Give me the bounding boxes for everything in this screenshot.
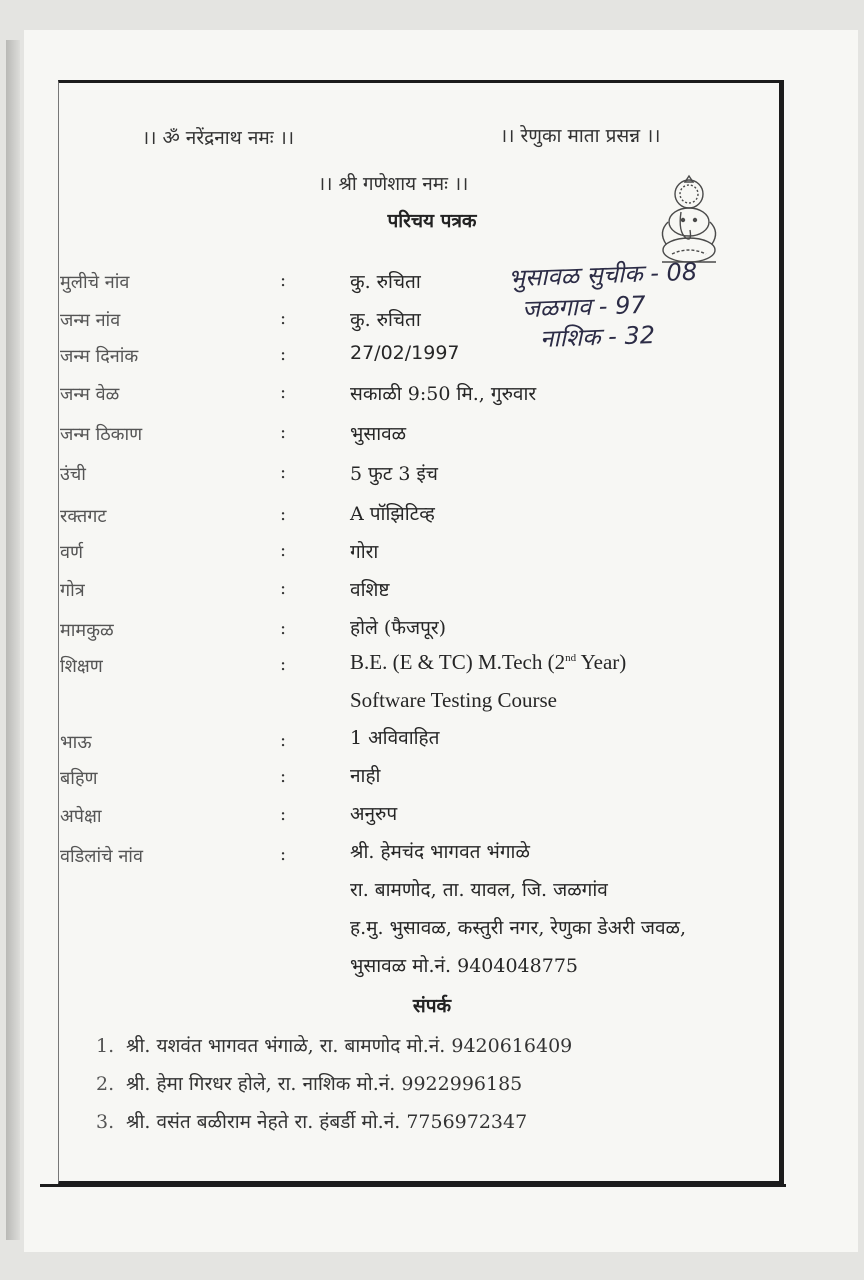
contact-number: 2. [96,1073,115,1095]
address-line: भुसावळ मो.नं. 9404048775 [350,955,578,977]
colon: : [280,804,287,825]
colon: : [280,654,287,675]
field-value: भुसावळ [350,423,407,445]
contact-text: श्री. वसंत बळीराम नेहते रा. हंबर्डी मो.नं. 7756972347 [126,1111,528,1133]
ganesha-seal-icon [648,172,730,268]
colon: : [280,270,287,291]
detail-row-education [0,650,864,680]
colon: : [280,766,287,787]
field-label: उंची [60,464,86,485]
handwritten-note: भुसावळ सुचीक - 08 [507,257,698,293]
detail-row-birth-time [0,380,864,410]
field-value: अनुरुप [350,803,398,825]
colon: : [280,422,287,443]
contact-item [96,1032,572,1058]
field-value: Software Testing Course [350,688,557,712]
field-label: शिक्षण [60,656,103,677]
detail-row-birth-date [0,342,864,372]
field-value: सकाळी 9:50 मि., गुरुवार [350,383,537,405]
detail-row-gotra [0,576,864,606]
contact-item [96,1070,522,1096]
handwritten-note: नाशिक - 32 [539,321,656,353]
field-label: जन्म नांव [60,310,121,331]
colon: : [280,308,287,329]
detail-row-father-name [0,838,864,868]
colon: : [280,844,287,865]
field-value: B.E. (E & TC) M.Tech (2nd Year) [350,650,627,674]
colon: : [280,618,287,639]
detail-row-address [0,914,864,944]
left-blessing: ।। ॐ नरेंद्रनाथ नमः ।। [142,127,295,149]
right-blessing: ।। रेणुका माता प्रसन्न ।। [500,125,661,147]
detail-row-brother [0,724,864,754]
field-label: जन्म वेळ [60,384,120,405]
field-value: 27/02/1997 [350,342,460,364]
field-value: A पॉझिटिव्ह [350,503,435,525]
detail-row-address [0,876,864,906]
colon: : [280,730,287,751]
field-label: जन्म दिनांक [60,346,139,367]
colon: : [280,540,287,561]
colon: : [280,462,287,483]
detail-row-blood-group [0,500,864,530]
field-label: भाऊ [60,732,92,753]
field-value: होले (फैजपूर) [350,617,447,639]
detail-row-mamkul [0,614,864,644]
document-title: परिचय पत्रक [387,210,477,232]
colon: : [280,344,287,365]
detail-row-expectation [0,800,864,830]
field-value: श्री. हेमचंद भागवत भंगाळे [350,841,530,863]
field-label: वर्ण [60,542,84,563]
field-label: मामकुळ [60,620,114,641]
field-label: वडिलांचे नांव [60,846,143,867]
field-label: मुलीचे नांव [60,272,130,293]
field-label: रक्तगट [60,506,107,527]
bottom-rule [40,1184,786,1187]
detail-row-sister [0,762,864,792]
field-value: गोरा [350,541,379,563]
detail-row-address [0,952,864,982]
contact-number: 1. [96,1035,115,1057]
colon: : [280,578,287,599]
detail-row-complexion [0,538,864,568]
address-line: ह.मु. भुसावळ, कस्तुरी नगर, रेणुका डेअरी जवळ, [350,917,687,939]
contact-text: श्री. हेमा गिरधर होले, रा. नाशिक मो.नं. 9922996185 [126,1073,523,1095]
detail-row-education-cont [0,688,864,718]
field-label: गोत्र [60,580,85,601]
field-value: 1 अविवाहित [350,727,440,749]
field-value: कु. रुचिता [350,309,421,331]
detail-row-birth-place [0,420,864,450]
field-label: जन्म ठिकाण [60,424,143,445]
colon: : [280,382,287,403]
field-value: कु. रुचिता [350,271,421,293]
address-line: रा. बामणोद, ता. यावल, जि. जळगांव [350,879,608,901]
colon: : [280,504,287,525]
detail-row-name [0,268,864,298]
contact-heading: संपर्क [412,995,452,1017]
field-label: बहिण [60,768,98,789]
handwritten-note: जळगाव - 97 [521,290,647,324]
detail-row-birth-name [0,306,864,336]
contact-text: श्री. यशवंत भागवत भंगाळे, रा. बामणोद मो.नं. 9420616409 [126,1035,573,1057]
field-value: नाही [350,765,381,787]
field-label: अपेक्षा [60,806,102,827]
detail-row-height [0,460,864,490]
contact-item [96,1108,527,1134]
contact-number: 3. [96,1111,115,1133]
field-value: वशिष्ट [350,579,390,601]
center-blessing: ।। श्री गणेशाय नमः ।। [318,173,469,195]
field-value: 5 फुट 3 इंच [350,463,438,485]
